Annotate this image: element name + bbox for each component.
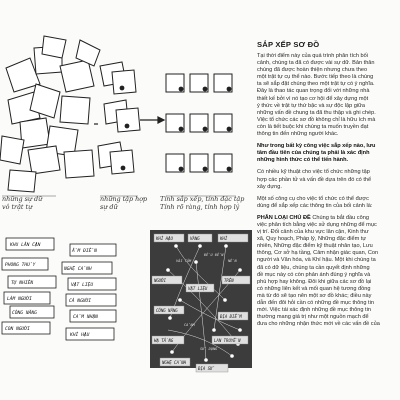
box-label: TỰ NHIÊN xyxy=(11,281,34,286)
paragraph-tools: Một số công cụ cho việc tổ chức có thể được dùng để sắp xếp các thông tin của bối cảnh là: xyxy=(257,195,373,209)
category-boxes-diagram xyxy=(2,238,116,340)
map-label: NỀN xyxy=(228,259,237,263)
map-label: KHÍ HẬU xyxy=(156,236,173,241)
caption-line: vô trật tự xyxy=(2,202,33,211)
map-label: KHÍ xyxy=(220,236,228,241)
relationship-map xyxy=(150,230,252,372)
grouped-sets-cluster xyxy=(98,62,140,174)
map-label: ĐỊA SỬ xyxy=(198,366,215,371)
map-label: CẢNH xyxy=(184,323,195,327)
map-label: ĐỊA ĐIỂM xyxy=(220,314,242,319)
caption-line: Tính rõ ràng, tính hợp lý xyxy=(160,202,240,211)
paragraph-emphasis: Như trong bất kỳ công việc sắp xếp nào, lưu tâm đầu tiên của chúng ta phải là xác định những hình thức có thể tiến hành. xyxy=(257,143,376,164)
box-label: LÀM NGƯỜI xyxy=(7,297,32,302)
organized-rows xyxy=(166,74,232,172)
box-label: KHÍ HẬU xyxy=(70,333,90,338)
caption-line: sự dữ xyxy=(100,202,118,211)
map-label: ĐỀU ĐẾN xyxy=(204,253,224,257)
map-label: VẬT LIỆU xyxy=(188,286,208,291)
box-label: CÁ NGƯỜI xyxy=(69,299,92,304)
paragraph-intro: Tại thời điểm này của quá trình phân tích bối cảnh, chúng ta đã có được vài sự dữ. Bản thân chúng đã được hoàn thiện nhưng chưa theo một trật tự cụ thể nào. Bước tiếp theo là chúng ta sẽ sắp đặt chúng theo một trật tự có ý nghĩa. Đây là thao tác quan trọng đối với những nhà thiết kế bởi vì nó tạo cơ hội để xây dựng một ý thức về trật tự thứ bậc và sự độc lập giữa những vấn đề chung ta đã thu thập và ghi chép. Việc tổ chức các sơ đồ không chỉ là hữu ích mà còn là tiết buộc khi chúng ta muốn truyền đạt thông tin đến những người khác. xyxy=(257,53,376,138)
caption-line: Tính sắp xếp, tính đặc tập xyxy=(160,195,245,203)
map-label: NGƯỜI xyxy=(154,278,167,283)
box-label: CON NGƯỜI xyxy=(5,327,30,332)
caption-organized xyxy=(160,196,244,211)
caption-line: những sự dữ xyxy=(2,195,43,203)
map-label: TRÊN xyxy=(224,278,234,283)
box-label: KHU LÂN CẬN xyxy=(10,243,41,248)
box-label: PHONG THỦY xyxy=(5,263,36,268)
map-label: VÀI TÂM xyxy=(176,259,192,263)
disordered-sheets-cluster xyxy=(0,36,100,192)
box-label: CÔNG NĂNG xyxy=(12,311,37,316)
map-label: NGHỆ CẢNH xyxy=(162,360,187,365)
map-label: CÔNG NĂNG xyxy=(156,308,178,313)
map-label: HẠ TẦNG xyxy=(154,338,174,343)
map-label: LAN TRUYỀN xyxy=(214,338,241,343)
paragraph-techniques: Có nhiều kỹ thuật cho việc tổ chức những tập hợp các phần tử và vấn đề dựa trên đó có thể xây dựng. xyxy=(257,169,372,190)
subheading: PHÂN LOẠI CHỦ ĐỀ xyxy=(257,214,311,221)
paragraph-topic-classification: PHÂN LOẠI CHỦ ĐỀ Chúng ta bắt đầu công việc phân tích bằng việc sử dụng những để mục vị trí. Đối cảnh của khu vực lân cận, Kinh thư xã, Quy hoạch, Pháp lý, Những đặc điểm tự nhiên, Những đặc điểm kỹ thuật nhân tạo, Lưu thông, Cơ sở hạ tầng, Cảm nhận giác quan, Con người và Văn hóa, và Khí hậu. Một khi chúng ta đã có dữ liệu, chúng ta cần quyết định những đề mục này có còn phản ánh đúng ý nghĩa và phù hợp hay không. Đôi khi giữa các sơ đồ lại có những liên kết và mối quan hệ tương đồng mà từ đó sẽ tạo nên một sơ đồ khác; điều này dẫn đến đôi hỏi cần có những đề mục thông tin mới. Việc tái xác định những đề mục thông tin thường mang giá trị như một nguồn mạch để đưa cho những nhận thức mới về các vấn đề của xyxy=(257,214,380,328)
section-heading: SẮP XẾP SƠ ĐỒ xyxy=(257,40,320,49)
map-label: SỬ DỤNG xyxy=(200,347,218,351)
caption-disordered xyxy=(2,196,42,211)
caption-grouped xyxy=(100,196,147,211)
box-label: VẬT LIỆU xyxy=(71,283,94,288)
box-label: CẢM NHẬN xyxy=(73,315,98,320)
box-label: ẨM ĐIỂN xyxy=(72,249,97,254)
map-label: VÀNG xyxy=(190,236,200,241)
box-label: NGHỆ CẢNH xyxy=(64,267,92,272)
text-column xyxy=(257,40,400,400)
caption-line: những tập hợp xyxy=(100,195,148,203)
